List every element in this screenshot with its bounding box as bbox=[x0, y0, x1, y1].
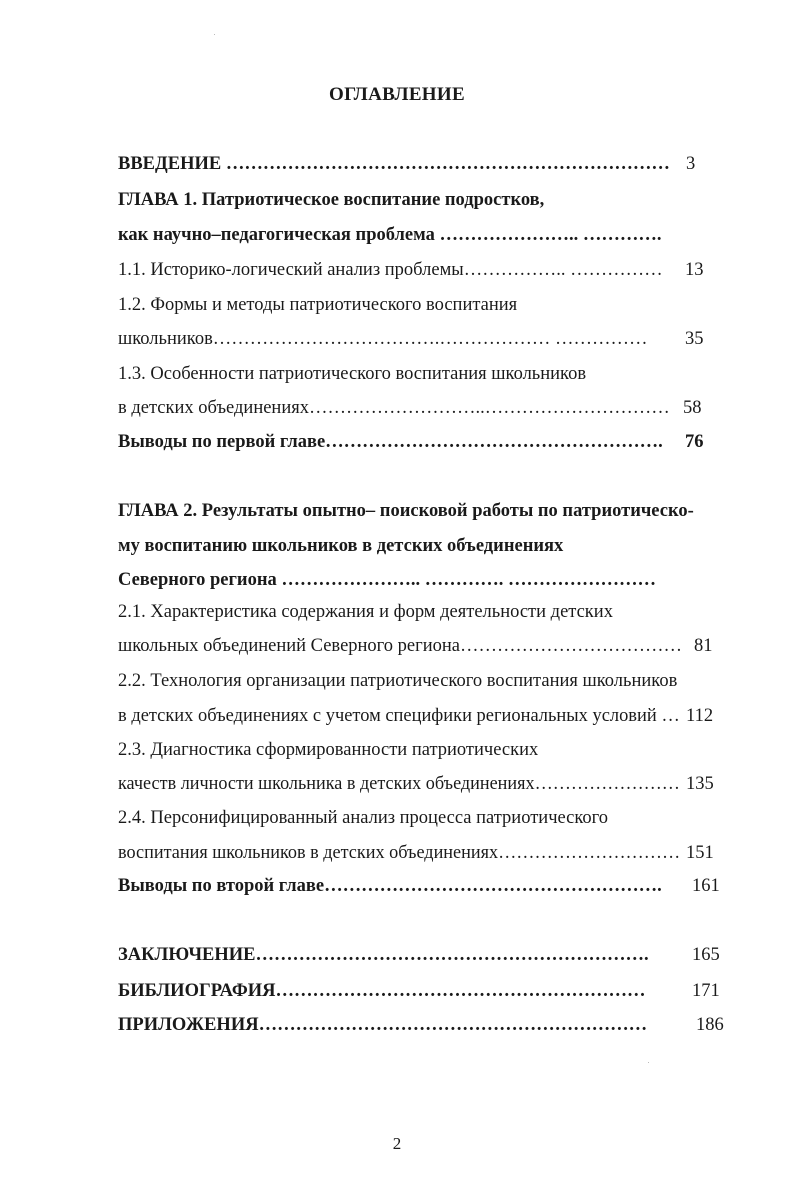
toc-page-1-3: 58 bbox=[683, 398, 702, 418]
toc-entry-chapter2-title: ГЛАВА 2. Результаты опытно– поисковой работы по патриотическо- bbox=[118, 501, 694, 521]
toc-entry-bibliography: БИБЛИОГРАФИЯ…………………………………………………… bbox=[118, 981, 646, 1001]
toc-entry-2-2-cont: в детских объединениях с учетом специфики региональных условий … bbox=[118, 706, 680, 726]
page-number: 2 bbox=[392, 1134, 402, 1153]
toc-entry-1-2: 1.2. Формы и методы патриотического воспитания bbox=[118, 295, 518, 315]
toc-entry-2-1: 2.1. Характеристика содержания и форм деятельности детских bbox=[118, 602, 613, 622]
toc-page-conclusion: 165 bbox=[692, 945, 720, 965]
toc-page-chapter2-conclusions: 161 bbox=[692, 876, 720, 896]
toc-entry-1-3: 1.3. Особенности патриотического воспитания школьников bbox=[118, 364, 587, 384]
toc-entry-chapter1-title-cont: как научно–педагогическая проблема ………………….. …………. bbox=[118, 225, 662, 245]
toc-entry-chapter2-title-cont2: Северного региона ………………….. …………. …………………… bbox=[118, 570, 656, 590]
toc-page-2-2: 112 bbox=[686, 706, 714, 726]
toc-entry-2-3-cont: качеств личности школьника в детских объединениях…………………… bbox=[118, 774, 680, 794]
toc-entry-2-2: 2.2. Технология организации патриотического воспитания школьников bbox=[118, 671, 678, 691]
toc-entry-1-3-cont: в детских объединениях………………………..………………………… bbox=[118, 398, 670, 418]
toc-page-bibliography: 171 bbox=[692, 981, 720, 1001]
toc-page-2-3: 135 bbox=[686, 774, 714, 794]
toc-page-introduction: 3 bbox=[686, 154, 696, 174]
toc-entry-2-3: 2.3. Диагностика сформированности патриотических bbox=[118, 740, 539, 760]
scan-speck bbox=[214, 34, 215, 35]
scan-speck bbox=[648, 1062, 649, 1063]
toc-page-chapter1-conclusions: 76 bbox=[685, 432, 704, 452]
toc-entry-appendices: ПРИЛОЖЕНИЯ……………………………………………………… bbox=[118, 1015, 648, 1035]
toc-entry-chapter1-title: ГЛАВА 1. Патриотическое воспитание подростков, bbox=[118, 190, 545, 210]
toc-entry-2-4-cont: воспитания школьников в детских объединениях………………………… bbox=[118, 843, 681, 863]
toc-entry-1-1: 1.1. Историко-логический анализ проблемы…………….. …………… bbox=[118, 260, 663, 280]
toc-entry-chapter1-conclusions: Выводы по первой главе………………………………………………. bbox=[118, 432, 663, 452]
toc-entry-2-4: 2.4. Персонифицированный анализ процесса патриотического bbox=[118, 808, 609, 828]
toc-entry-2-1-cont: школьных объединений Северного региона……………………………… bbox=[118, 636, 682, 656]
toc-entry-introduction: ВВЕДЕНИЕ ……………………………………………………………… bbox=[118, 154, 670, 174]
toc-page-appendices: 186 bbox=[696, 1015, 724, 1035]
toc-entry-chapter2-title-cont: му воспитанию школьников в детских объединениях bbox=[118, 536, 564, 556]
toc-entry-1-2-cont: школьников……………………………….……………… …………… bbox=[118, 329, 648, 349]
toc-page-1-1: 13 bbox=[685, 260, 704, 280]
toc-page-2-4: 151 bbox=[686, 843, 714, 863]
toc-entry-conclusion: ЗАКЛЮЧЕНИЕ………………………………………………………. bbox=[118, 945, 649, 965]
toc-entry-chapter2-conclusions: Выводы по второй главе………………………………………………. bbox=[118, 876, 662, 896]
toc-page-2-1: 81 bbox=[694, 636, 713, 656]
toc-page-1-2: 35 bbox=[685, 329, 704, 349]
toc-title: ОГЛАВЛЕНИЕ bbox=[329, 84, 465, 105]
